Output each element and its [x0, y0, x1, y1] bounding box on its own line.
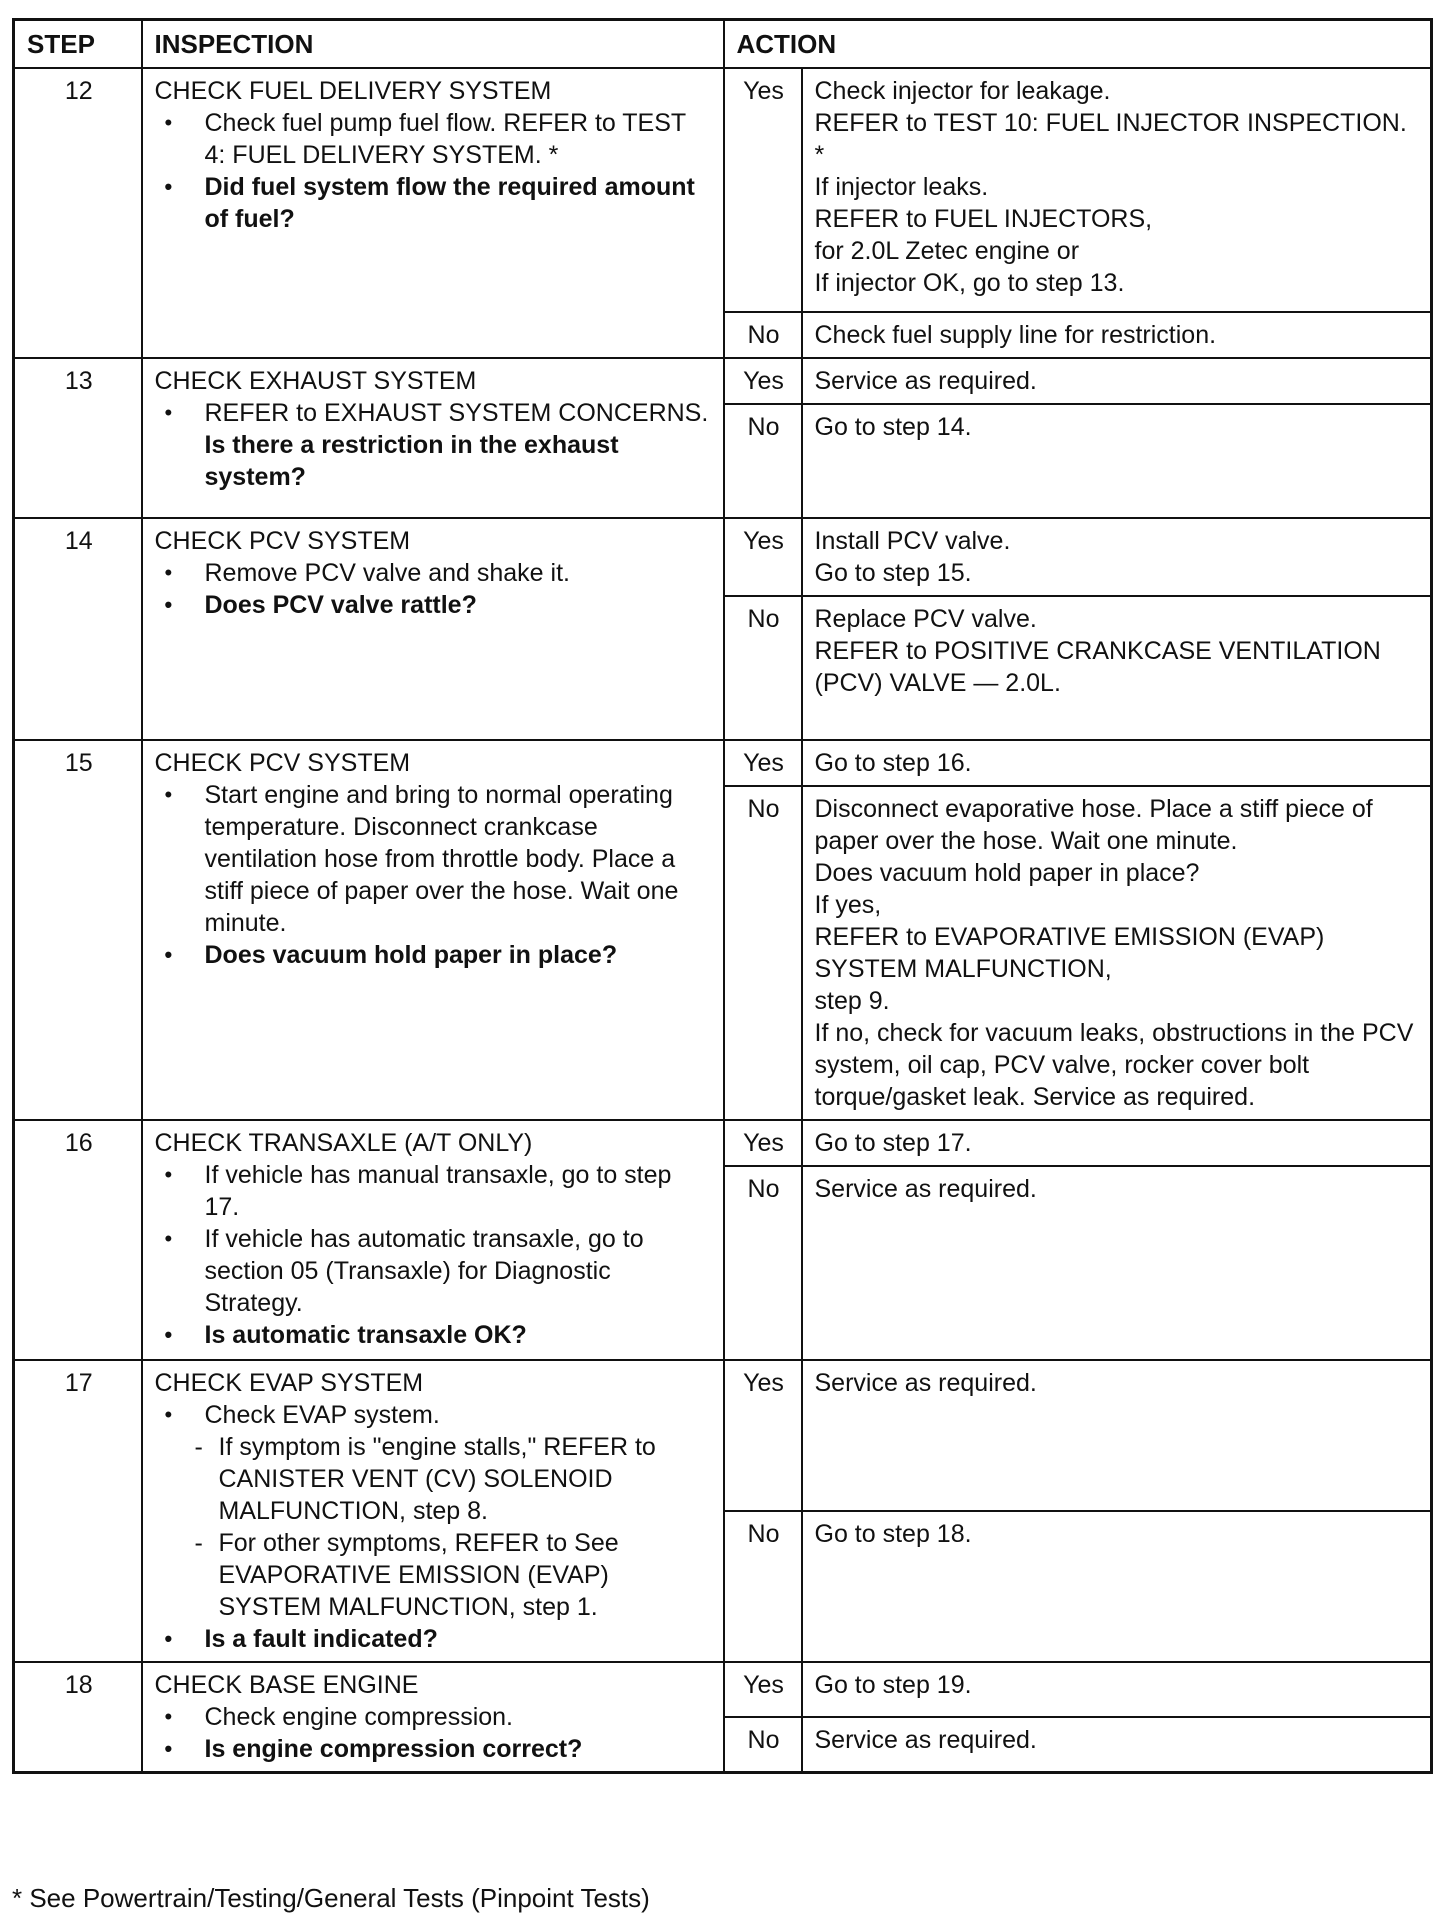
action-line: REFER to POSITIVE CRANKCASE VENTILATION (PCV) VALVE — 2.0L. [814, 637, 1381, 697]
action-line: Check injector for leakage. [814, 77, 1111, 105]
action-line: step 9. [814, 987, 890, 1015]
action-no [802, 596, 1432, 740]
action-no [802, 1166, 1432, 1360]
action-line: REFER to EVAPORATIVE EMISSION (EVAP) SYSTEM MALFUNCTION, [814, 923, 1325, 983]
bullet-item: • Remove PCV valve and shake it. [155, 557, 713, 589]
inspection-cell [142, 1662, 724, 1773]
step-number: 17 [14, 1360, 142, 1662]
no-label: No [724, 312, 802, 358]
action-line: for 2.0L Zetec engine or [814, 237, 1080, 265]
inspection-title: CHECK PCV SYSTEM [154, 527, 411, 555]
action-line: If injector leaks. [814, 173, 989, 201]
action-line: Go to step 18. [814, 1520, 972, 1548]
no-label: No [724, 786, 802, 1120]
no-label: No [724, 1717, 802, 1773]
action-line: Service as required. [814, 1175, 1037, 1203]
bullet-question: • Is a fault indicated? [155, 1623, 713, 1655]
inspection-title: CHECK FUEL DELIVERY SYSTEM [154, 77, 552, 105]
action-line: Service as required. [814, 1725, 1037, 1754]
bullet-item: • Check engine compression. [155, 1701, 713, 1733]
action-no [802, 1717, 1432, 1773]
action-yes [802, 740, 1432, 786]
inspection-cell [142, 518, 724, 740]
yes-label: Yes [724, 358, 802, 404]
bullet-text: • Check EVAP system. [204, 1401, 440, 1429]
action-no [802, 404, 1432, 518]
bullet-item: • If vehicle has automatic transaxle, go to section 05 (Transaxle) for Diagnostic Strategy. [155, 1223, 713, 1319]
action-line: Go to step 16. [814, 749, 972, 777]
table-row [14, 1360, 1432, 1511]
bullet-text: • REFER to EXHAUST SYSTEM CONCERNS. [204, 399, 709, 427]
action-line: Service as required. [814, 1369, 1037, 1397]
inspection-cell [142, 358, 724, 518]
step-number: 13 [14, 358, 142, 518]
action-yes [802, 68, 1432, 312]
yes-label: Yes [724, 740, 802, 786]
bullet-question: • Is engine compression correct? [155, 1733, 713, 1765]
inspection-title: CHECK BASE ENGINE [154, 1671, 419, 1699]
action-yes [802, 1360, 1432, 1511]
action-line: REFER to FUEL INJECTORS, [814, 205, 1153, 233]
bullet-question: • Is automatic transaxle OK? [155, 1319, 713, 1351]
bullet-item: • Check fuel pump fuel flow. REFER to TEST 4: FUEL DELIVERY SYSTEM. * [155, 107, 713, 171]
action-yes [802, 358, 1432, 404]
inspection-cell [142, 740, 724, 1120]
action-line: Service as required. [814, 367, 1037, 395]
step-number: 18 [14, 1662, 142, 1773]
inspection-title: CHECK EXHAUST SYSTEM [154, 367, 477, 395]
step-number: 15 [14, 740, 142, 1120]
header-step: STEP [14, 20, 142, 69]
action-no [802, 786, 1432, 1120]
action-no [802, 312, 1432, 358]
action-no [802, 1511, 1432, 1662]
step-number: 16 [14, 1120, 142, 1360]
table-row [14, 740, 1432, 786]
yes-label: Yes [724, 518, 802, 596]
action-line: Check fuel supply line for restriction. [814, 321, 1217, 349]
inspection-cell [142, 1360, 724, 1662]
bullet-item: • If vehicle has manual transaxle, go to step 17. [155, 1159, 713, 1223]
action-line: If no, check for vacuum leaks, obstructions in the PCV system, oil cap, PCV valve, rocker cover bolt torque/gasket leak. Service as required. [814, 1019, 1414, 1111]
table-row [14, 1662, 1432, 1717]
inspection-title: CHECK PCV SYSTEM [154, 749, 411, 777]
yes-label: Yes [724, 68, 802, 312]
action-line: Go to step 15. [814, 559, 972, 587]
bullet-question: • Did fuel system flow the required amount of fuel? [155, 171, 713, 235]
action-line: Disconnect evaporative hose. Place a stiff piece of paper over the hose. Wait one minute. [814, 795, 1373, 855]
footnote: * See Powertrain/Testing/General Tests (Pinpoint Tests) [12, 1883, 650, 1913]
action-yes [802, 1662, 1432, 1717]
step-number: 14 [14, 518, 142, 740]
header-inspection: INSPECTION [142, 20, 724, 69]
action-line: Go to step 19. [814, 1671, 972, 1699]
table-row [14, 518, 1432, 596]
table-row [14, 68, 1432, 312]
sub-item: - For other symptoms, REFER to See EVAPORATIVE EMISSION (EVAP) SYSTEM MALFUNCTION, step 1. [183, 1527, 713, 1623]
action-line: If injector OK, go to step 13. [814, 269, 1125, 297]
action-line: Go to step 14. [814, 413, 972, 441]
inspection-title: CHECK EVAP SYSTEM [154, 1369, 424, 1397]
table-header-row [14, 20, 1432, 69]
action-line: REFER to TEST 10: FUEL INJECTOR INSPECTION. * [814, 109, 1407, 169]
bullet-item [155, 1399, 713, 1623]
action-line: If yes, [814, 891, 882, 919]
inspection-title: CHECK TRANSAXLE (A/T ONLY) [154, 1129, 533, 1157]
bullet-item: • Start engine and bring to normal operating temperature. Disconnect crankcase ventilation hose from throttle body. Place a stiff piece of paper over the hose. Wait one minute. [155, 779, 713, 939]
action-line: Go to step 17. [814, 1129, 972, 1157]
diagnostic-table [12, 18, 1433, 1774]
no-label: No [724, 404, 802, 518]
action-yes [802, 1120, 1432, 1166]
no-label: No [724, 1511, 802, 1662]
action-yes [802, 518, 1432, 596]
header-action: ACTION [724, 20, 1432, 69]
action-line: Does vacuum hold paper in place? [814, 859, 1200, 887]
table-row [14, 1120, 1432, 1166]
no-label: No [724, 1166, 802, 1360]
inspection-cell [142, 68, 724, 358]
table-row [14, 358, 1432, 404]
step-number: 12 [14, 68, 142, 358]
action-line: Replace PCV valve. [814, 605, 1037, 633]
inspection-cell [142, 1120, 724, 1360]
bullet-question: • Does vacuum hold paper in place? [155, 939, 713, 971]
yes-label: Yes [724, 1662, 802, 1717]
yes-label: Yes [724, 1360, 802, 1511]
no-label: No [724, 596, 802, 740]
bullet-item [155, 397, 713, 493]
action-line: Install PCV valve. [814, 527, 1011, 555]
diagnostic-document [12, 18, 1430, 1774]
yes-label: Yes [724, 1120, 802, 1166]
sub-item: - If symptom is "engine stalls," REFER to CANISTER VENT (CV) SOLENOID MALFUNCTION, step 8. [183, 1431, 713, 1527]
bullet-question: • Does PCV valve rattle? [155, 589, 713, 621]
bullet-question: Is there a restriction in the exhaust system? [204, 431, 619, 491]
